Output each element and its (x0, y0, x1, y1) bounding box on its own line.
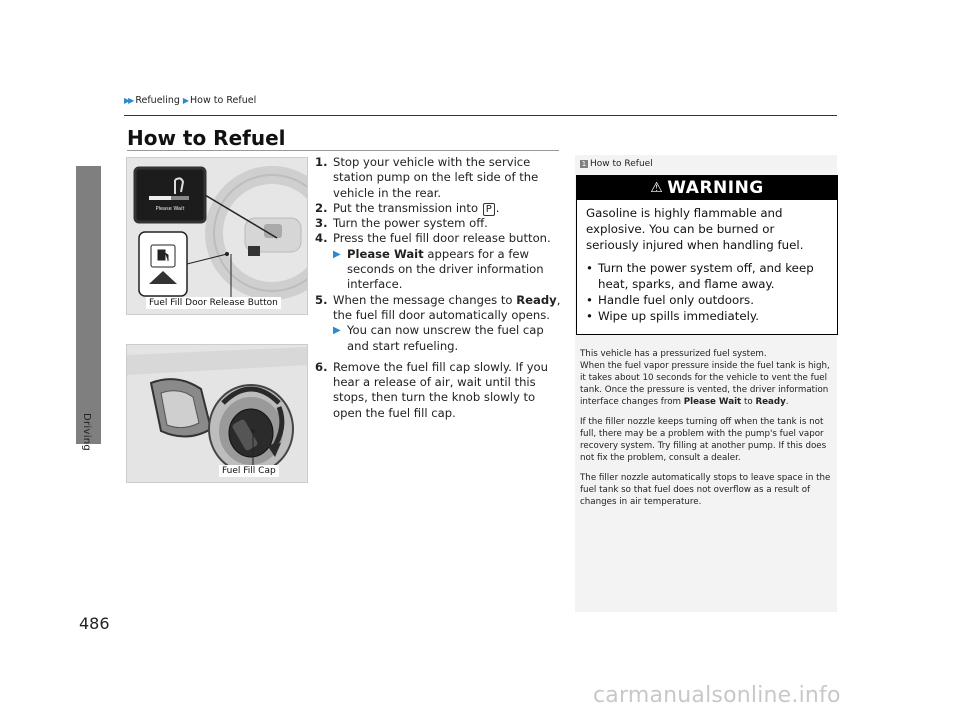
page-title: How to Refuel (127, 126, 286, 150)
step-5-sub (315, 323, 563, 354)
warning-label: WARNING (667, 178, 764, 198)
step-4 (315, 231, 563, 246)
sub-arrow-icon: ▶ (333, 248, 341, 260)
warning-bullet: • Handle fuel only outdoors. (586, 293, 754, 307)
step-number: 6. (315, 359, 328, 374)
header-rule (124, 115, 837, 116)
breadcrumb-arrow-icon: ▶ (182, 96, 188, 105)
step-number: 1. (315, 155, 328, 169)
breadcrumb (124, 95, 256, 106)
step-text: Remove the fuel fill cap slowly. If you hear a release of air, wait until this stops, then turn the knob slowly to open the fuel fill cap. (333, 359, 548, 420)
park-key-icon: P (483, 203, 495, 216)
step-1 (315, 155, 563, 201)
warning-text: Gasoline is highly flammable and explosive. You can be burned or seriously injured when handling fuel. (586, 206, 804, 252)
step-2 (315, 201, 563, 216)
warning-triangle-icon: ⚠ (650, 180, 664, 196)
breadcrumb-item[interactable]: How to Refuel (190, 95, 257, 106)
note-heading (580, 159, 653, 169)
note-reference-icon: 1 (581, 160, 587, 168)
step-number: 2. (315, 200, 328, 215)
dashboard-illustration (127, 158, 307, 314)
title-rule (127, 150, 559, 151)
note-paragraph: If the filler nozzle keeps turning off when the tank is not full, there may be a problem with the pump's fuel vapor recovery system. Try filling at another pump. If this does not fix the problem, consult a dealer. (580, 417, 827, 463)
step-4-sub (315, 247, 563, 293)
step-number: 3. (315, 216, 328, 231)
sub-text: Please Wait appears for a few seconds on the driver information interface. (347, 246, 544, 292)
step-text: Put the transmission into P . (333, 200, 500, 215)
step-text: Press the fuel fill door release button. (333, 231, 551, 246)
fuel-cap-illustration (127, 345, 307, 482)
note-paragraph: The filler nozzle automatically stops to leave space in the fuel tank so that fuel does not overflow as a result of changes in air temperature. (580, 473, 831, 507)
figure-caption: Fuel Fill Door Release Button (146, 297, 281, 309)
fuel-door-button-figure (126, 157, 308, 315)
chapter-label: Driving (81, 413, 92, 452)
warning-list (586, 260, 828, 324)
figure-caption: Fuel Fill Cap (219, 465, 279, 477)
step-text: Stop your vehicle with the service station pump on the left side of the vehicle in the rear. (333, 155, 539, 200)
screen-please-wait-text: Please Wait (155, 206, 185, 212)
warning-body (577, 200, 837, 324)
step-text: When the message changes to Ready, the fuel fill door automatically opens. (333, 292, 561, 322)
breadcrumb-item[interactable]: Refueling (135, 95, 180, 106)
step-number: 5. (315, 292, 328, 307)
warning-bullet: • Turn the power system off, and keep heat, sparks, and flame away. (586, 261, 814, 291)
warning-bullet: • Wipe up spills immediately. (586, 309, 759, 323)
note-heading-text: How to Refuel (590, 159, 653, 169)
step-6 (315, 360, 563, 421)
fuel-cap-figure (126, 344, 308, 483)
warning-box (576, 175, 838, 335)
note-body (580, 348, 832, 516)
warning-header (577, 176, 837, 200)
chapter-sidebar-tab (76, 166, 101, 444)
refuel-steps (315, 155, 563, 421)
breadcrumb-arrow-icon: ▶▶ (124, 96, 133, 105)
watermark: carmanualsonline.info (593, 683, 841, 708)
note-paragraph: This vehicle has a pressurized fuel system. When the fuel vapor pressure inside the fuel tank is high, it takes about 10 seconds for the vehicle to vent the fuel tank. Once the pressure is vented, the driver information interface changes from Please Wait to Ready. (580, 349, 830, 407)
step-3 (315, 216, 563, 231)
sub-text: You can now unscrew the fuel cap and start refueling. (347, 323, 544, 353)
step-text: Turn the power system off. (333, 216, 488, 231)
sub-arrow-icon: ▶ (333, 325, 341, 337)
step-number: 4. (315, 231, 328, 246)
page-number: 486 (79, 614, 110, 633)
step-5 (315, 293, 563, 324)
